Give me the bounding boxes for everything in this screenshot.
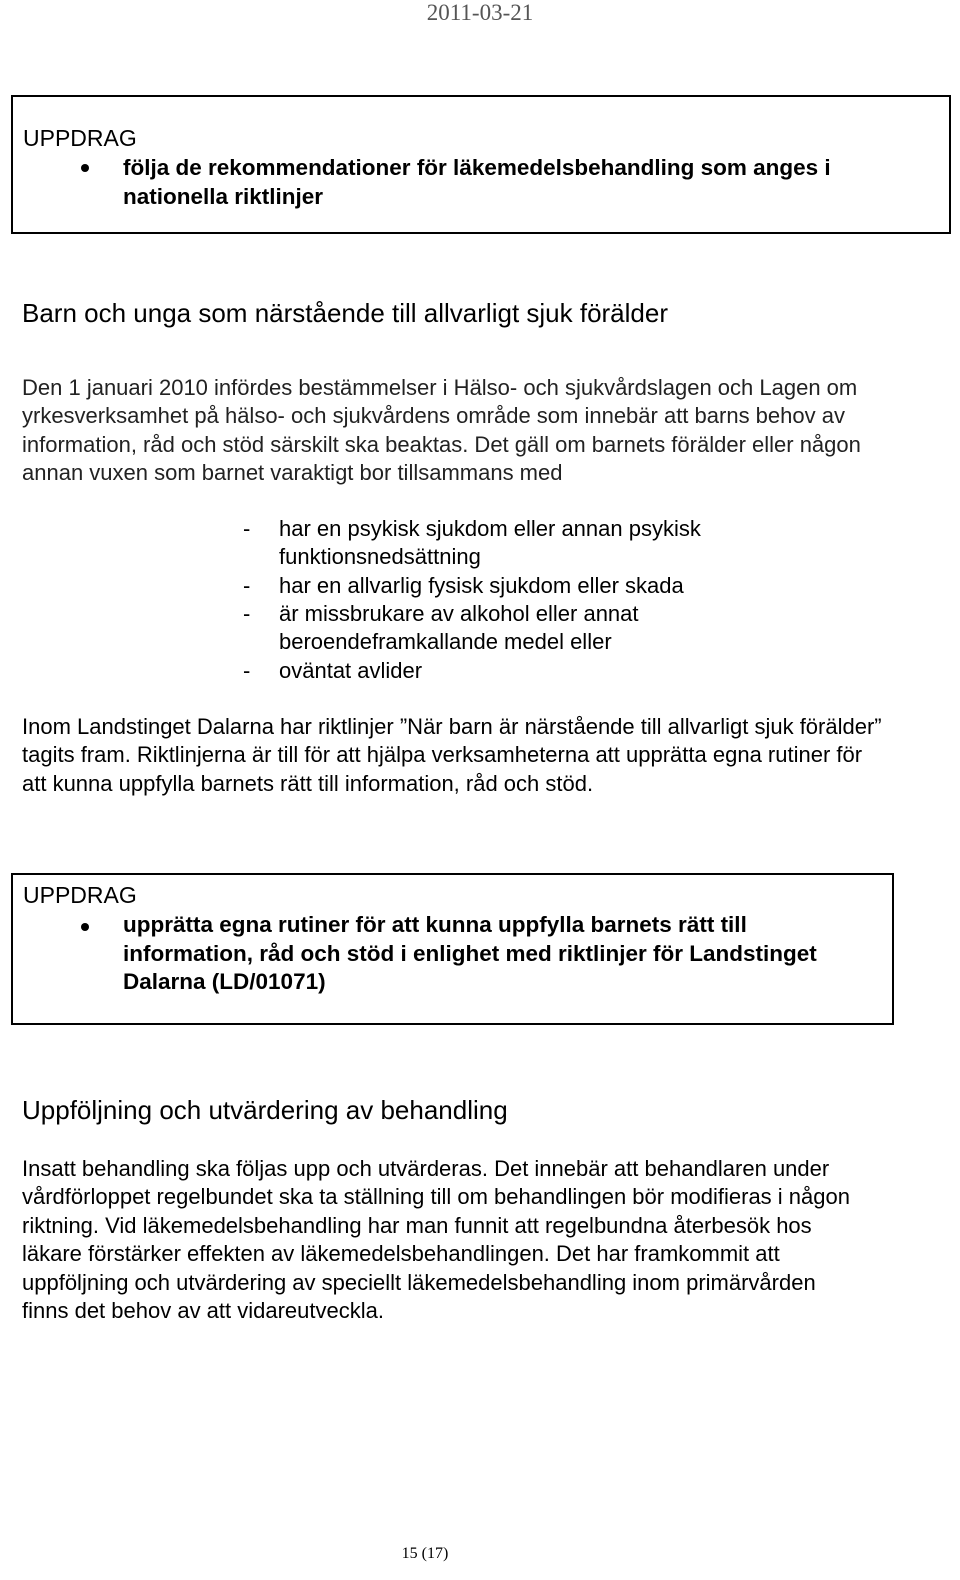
bullet-icon [81, 923, 89, 931]
assignment-box-2 [11, 873, 894, 1025]
section-paragraph-followup: Insatt behandling ska följas upp och utvärderas. Det innebär att behandlaren under vårdförloppet regelbundet ska ta ställning till om behandlingen bör modifieras i någon riktning. Vid läkemedelsbehandling har man funnit att regelbundna återbesök hos läkare förstärker effekten av läkemedelsbehandlingen. Det har framkommit att uppföljning och utvärdering av speciellt läkemedelsbehandling inom primärvården finns det behov av att vidareutveckla. [22, 1156, 850, 1324]
dash-marker: - [243, 573, 251, 598]
assignment-item: följa de rekommendationer för läkemedelsbehandling som anges i nationella riktlinjer [123, 155, 831, 209]
assignment-box-1 [11, 95, 951, 234]
dash-list-item-text: har en allvarlig fysisk sjukdom eller skada [279, 573, 684, 598]
dash-marker: - [243, 516, 251, 541]
dash-marker: - [243, 601, 251, 626]
section-heading-children: Barn och unga som närstående till allvarligt sjuk förälder [22, 298, 669, 328]
dash-list-item-text: har en psykisk sjukdom eller annan psykisk funktionsnedsättning [279, 516, 701, 570]
section-heading-followup: Uppföljning och utvärdering av behandling [22, 1095, 508, 1125]
section-paragraph-guidelines: Inom Landstinget Dalarna har riktlinjer ”När barn är närstående till allvarligt sjuk förälder” tagits fram. Riktlinjerna är till för att hjälpa verksamheterna att upprätta egna rutiner för att kunna uppfylla barnets rätt till information, råd och stöd. [22, 714, 882, 796]
dash-list-item-text: oväntat avlider [279, 658, 423, 683]
dash-list-item-text: är missbrukare av alkohol eller annat beroendeframkallande medel eller [279, 601, 639, 655]
bullet-icon [81, 164, 89, 172]
page-number: 15 (17) [401, 1545, 449, 1562]
assignment-label: UPPDRAG [23, 882, 137, 908]
assignment-item: upprätta egna rutiner för att kunna uppfylla barnets rätt till information, råd och stöd i enlighet med riktlinjer för Landstinget Dalarna (LD/01071) [123, 912, 817, 994]
section-paragraph-intro: Den 1 januari 2010 infördes bestämmelser i Hälso- och sjukvårdslagen och Lagen om yrkesverksamhet på hälso- och sjukvårdens område som innebär att barns behov av information, råd och stöd särskilt ska beaktas. Det gäll om barnets förälder eller någon annan vuxen som barnet varaktigt bor tillsammans med [22, 375, 861, 486]
dash-marker: - [243, 658, 251, 683]
header-date: 2011-03-21 [426, 0, 534, 25]
assignment-label: UPPDRAG [23, 125, 137, 151]
